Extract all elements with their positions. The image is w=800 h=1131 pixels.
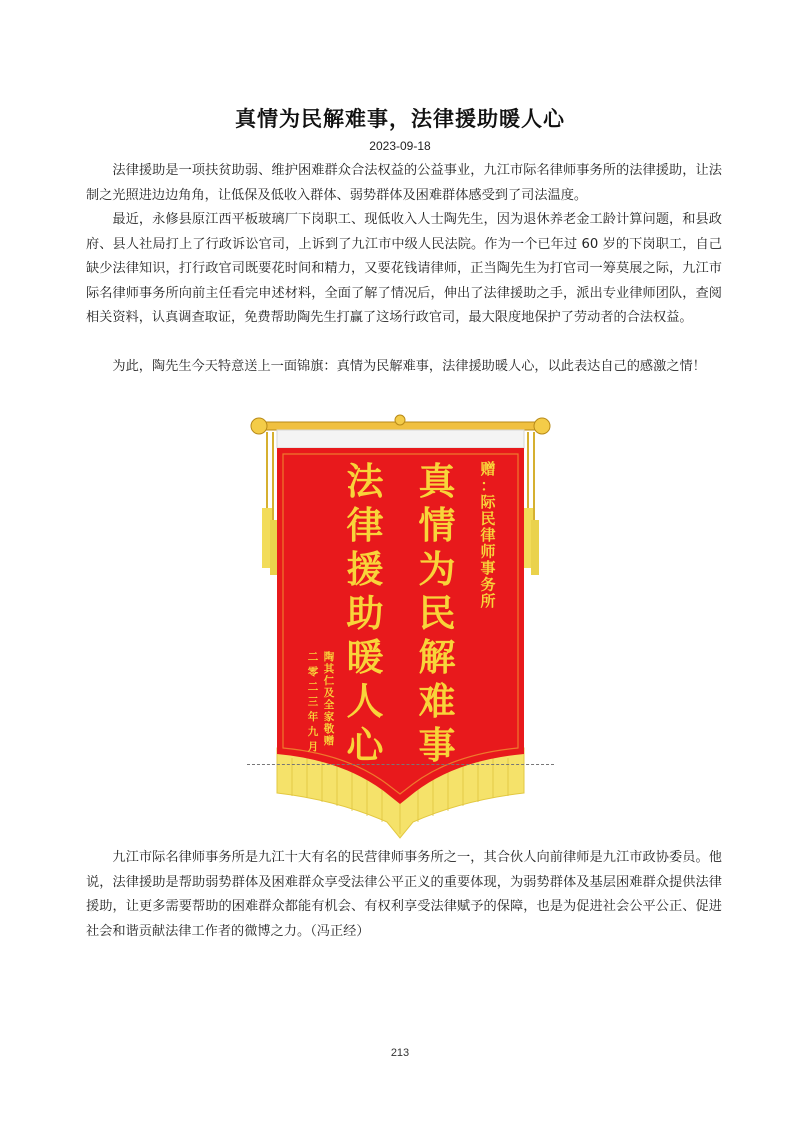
left-column-char: 心 <box>346 723 384 767</box>
right-column-char: 难 <box>418 679 456 723</box>
banner-top-cloth <box>277 430 524 448</box>
giver-date-char: 三 <box>307 696 319 708</box>
giver-char: 赠 <box>323 735 335 747</box>
giver-char: 家 <box>323 711 335 723</box>
right-column-char: 真 <box>418 459 456 503</box>
giver-char: 其 <box>323 663 335 675</box>
giver-date-char: 月 <box>307 741 319 753</box>
right-column-char: 情 <box>418 503 456 547</box>
dedication-char: 事 <box>480 559 496 577</box>
left-column-char: 助 <box>346 591 384 635</box>
page-number: 213 <box>390 1047 410 1059</box>
banner-left-column <box>347 459 386 767</box>
left-column-char: 法 <box>346 459 384 503</box>
dedication-char: 律 <box>480 526 496 544</box>
dedication-char: 民 <box>480 509 496 528</box>
banner-giver <box>323 650 335 747</box>
giver-date-char: 二 <box>307 651 319 663</box>
giver-char: 陶 <box>323 651 335 663</box>
dedication-char: 际 <box>480 493 496 511</box>
dedication-char: 务 <box>480 575 496 594</box>
left-column-char: 暖 <box>346 635 384 679</box>
paragraph-thanks: 为此，陶先生今天特意送上一面锦旗：真情为民解难事，法律援助暖人心，以此表达自己的感激之情！ <box>112 359 706 374</box>
right-column-char: 为 <box>418 547 456 591</box>
banner-right-column <box>419 459 458 767</box>
giver-char: 敬 <box>323 723 335 735</box>
dedication-char: 师 <box>480 542 496 561</box>
paragraph-intro: 法律援助是一项扶贫助弱、维护困难群众合法权益的公益事业，九江市际名律师事务所的法律援助，让法制之光照进边边角角，让低保及低收入群体、弱势群体及困难群体感受到了司法温度。 <box>86 163 722 203</box>
silk-banner-image <box>247 408 554 840</box>
giver-char: 仁 <box>323 675 335 687</box>
left-column-char: 律 <box>346 503 384 547</box>
banner-giver-date <box>308 651 319 753</box>
giver-date-char: 二 <box>307 681 319 693</box>
giver-date-char: 零 <box>307 666 319 678</box>
article-title: 真情为民解难事，法律援助暖人心 <box>235 106 565 131</box>
dedication-char: 赠 <box>480 460 496 478</box>
dedication-char: 所 <box>480 592 496 610</box>
left-column-char: 人 <box>346 679 384 723</box>
giver-char: 全 <box>323 699 335 711</box>
right-column-char: 民 <box>418 591 456 635</box>
banner-dedication <box>479 460 496 610</box>
giver-date-char: 九 <box>307 726 319 738</box>
right-column-char: 解 <box>418 635 456 679</box>
dotted-line <box>247 764 554 765</box>
right-column-char: 事 <box>418 723 456 767</box>
paragraph-case: 最近，永修县原江西平板玻璃厂下岗职工、现低收入人士陶先生，因为退休养老金工龄计算问题，和县政府、县人社局打上了行政诉讼官司，上诉到了九江市中级人民法院。作为一个已年过 60 岁的下岗职工，自己缺少法律知识，打行政官司既要花时间和精力，又要花钱请律师，正当陶先生为打官司一筹莫展之际，九江市际名律师事务所向前主任看完申述材料，全面了解了情况后，伸出了法律援助之手，派出专业律师团队，查阅相关资料，认真调查取证，免费帮助陶先生打赢了这场行政官司，最大限度地保护了劳动者的合法权益。 <box>86 212 722 325</box>
dedication-char: ： <box>480 476 496 495</box>
giver-date-char: 年 <box>307 711 319 723</box>
giver-char: 及 <box>323 687 335 699</box>
paragraph-firm: 九江市际名律师事务所是九江十大有名的民营律师事务所之一，其合伙人向前律师是九江市政协委员。他说，法律援助是帮助弱势群体及困难群众享受法律公平正义的重要体现，为弱势群体及基层困难群众提供法律援助，让更多需要帮助的困难群众都能有机会、有权利享受法律赋予的保障，也是为促进社会公平公正、促进社会和谐贡献法律工作者的微博之力。（冯正经） <box>86 850 722 939</box>
left-column-char: 援 <box>346 547 384 591</box>
article-date: 2023-09-18 <box>369 139 431 153</box>
